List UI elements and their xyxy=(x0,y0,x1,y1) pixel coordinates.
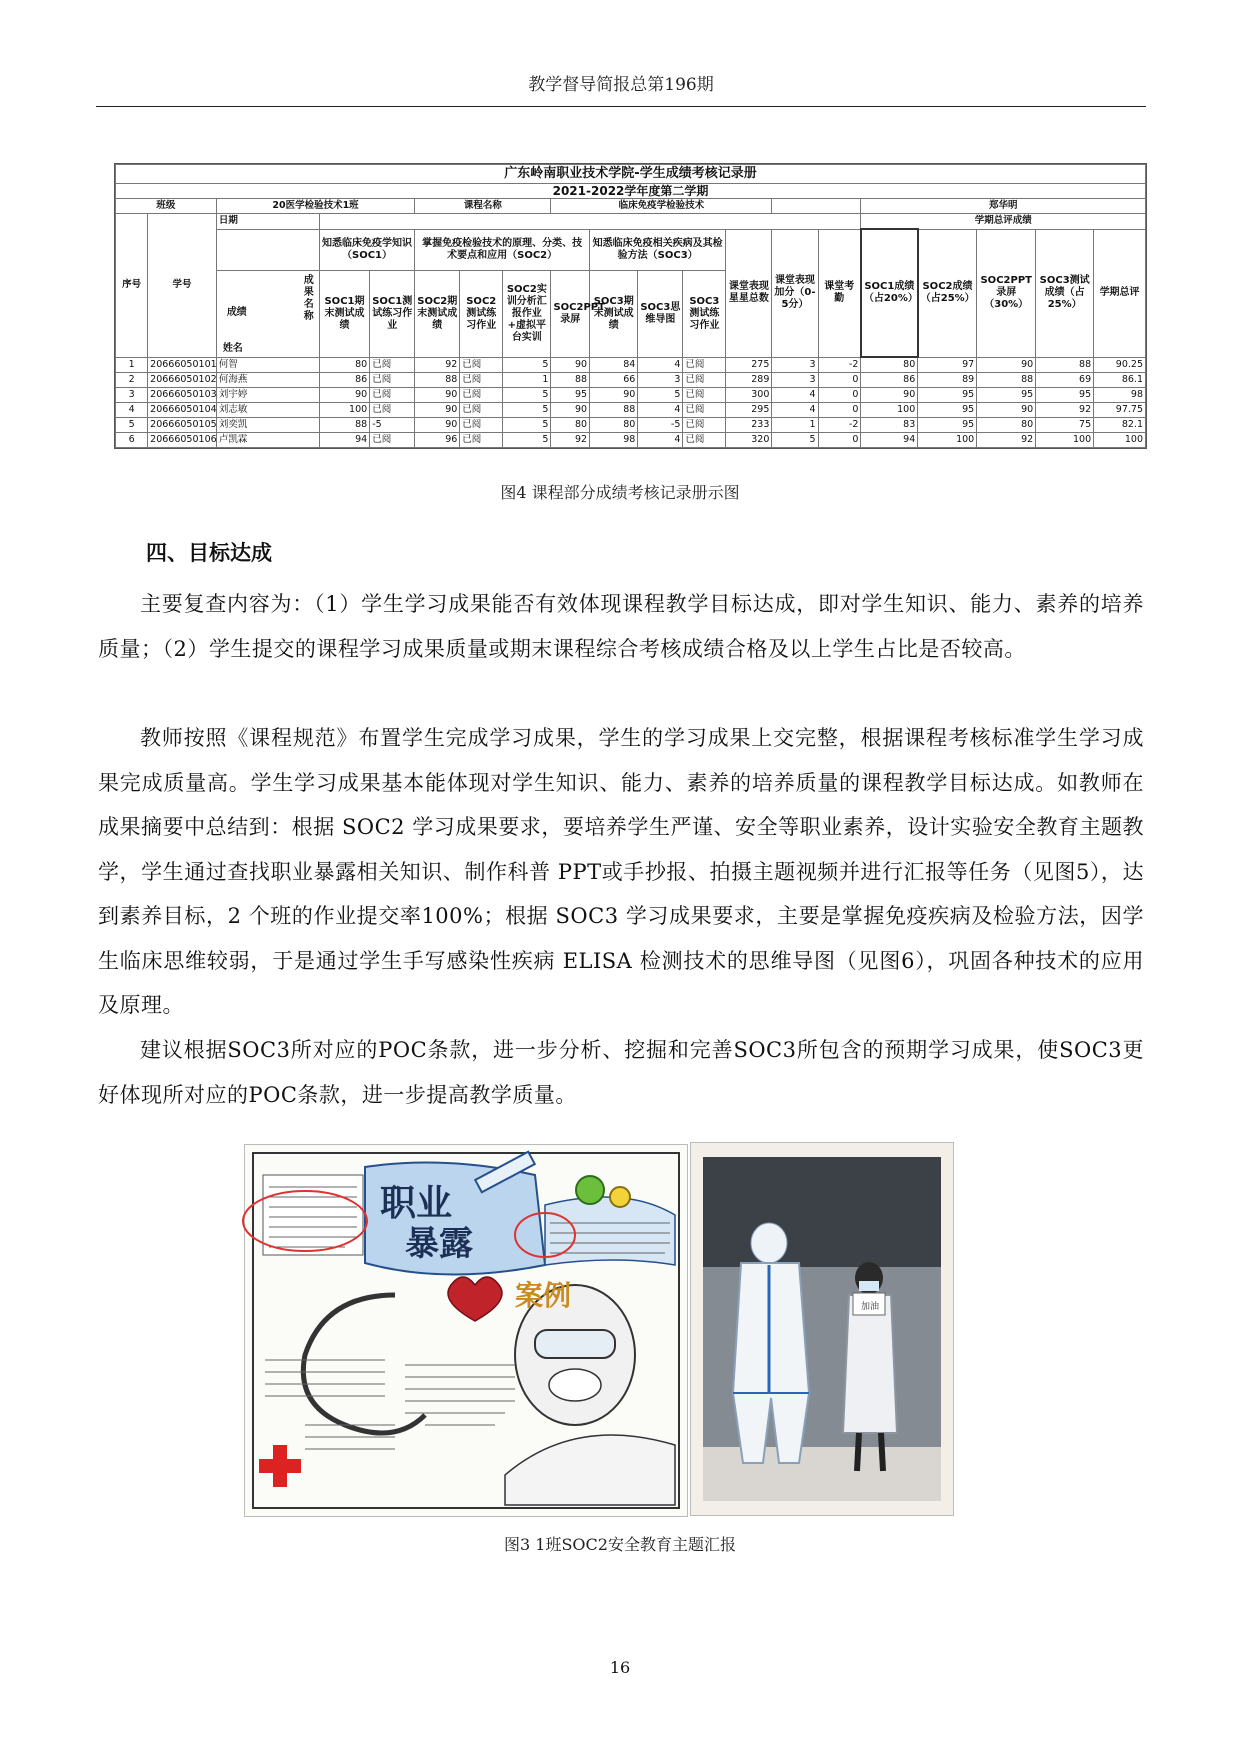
sheet-term: 2021-2022学年度第二学期 xyxy=(116,184,1146,199)
table-cell: 何智 xyxy=(216,357,319,373)
table-cell: 95 xyxy=(1036,388,1094,403)
table-cell: 80 xyxy=(551,418,590,433)
table-cell: 5 xyxy=(503,403,551,418)
table-cell: 5 xyxy=(503,418,551,433)
grade-record-sheet xyxy=(114,163,1147,449)
table-cell: 已阅 xyxy=(683,403,726,418)
table-cell: 90 xyxy=(590,388,638,403)
table-cell: -2 xyxy=(818,357,861,373)
group-soc3: 知悉临床免疫相关疾病及其检验方法（SOC3） xyxy=(590,229,726,270)
class-bonus-header: 课堂表现加分（0-5分） xyxy=(772,229,818,357)
class-perf-header: 课堂表现星星总数 xyxy=(726,229,772,357)
table-cell: 5 xyxy=(116,418,148,433)
table-cell: 95 xyxy=(977,388,1036,403)
table-cell: 5 xyxy=(503,357,551,373)
col-soc2-exam: SOC2期末测试成绩 xyxy=(415,270,460,357)
table-cell: 289 xyxy=(726,373,772,388)
table-cell: 88 xyxy=(415,373,460,388)
eval-soc1-header: SOC1成绩（占20%） xyxy=(861,229,918,357)
table-cell: 已阅 xyxy=(370,357,415,373)
table-cell: 88 xyxy=(1036,357,1094,373)
table-cell: 0 xyxy=(818,433,861,448)
table-cell: 已阅 xyxy=(370,388,415,403)
table-cell: 5 xyxy=(772,433,818,448)
col-soc2-practice: SOC2测试练习作业 xyxy=(460,270,503,357)
table-row xyxy=(116,433,1146,448)
col-soc3-exam: SOC3期末测试成绩 xyxy=(590,270,638,357)
table-cell: 97 xyxy=(918,357,977,373)
table-cell: 95 xyxy=(551,388,590,403)
table-cell: 80 xyxy=(319,357,369,373)
table-cell: 4 xyxy=(772,388,818,403)
table-cell: 1 xyxy=(503,373,551,388)
table-cell: 5 xyxy=(503,388,551,403)
table-cell: 95 xyxy=(918,418,977,433)
col-soc3-mindmap: SOC3思维导图 xyxy=(638,270,683,357)
table-cell: 90 xyxy=(415,388,460,403)
table-cell: 90 xyxy=(415,418,460,433)
group-soc2: 掌握免疫检验技术的原理、分类、技术要点和应用（SOC2） xyxy=(415,229,590,270)
table-cell: 86 xyxy=(861,373,918,388)
table-cell: 已阅 xyxy=(460,433,503,448)
table-cell: 89 xyxy=(918,373,977,388)
table-cell: 95 xyxy=(918,403,977,418)
table-cell: 82.1 xyxy=(1094,418,1146,433)
class-label: 班级 xyxy=(116,199,217,214)
table-cell: 4 xyxy=(116,403,148,418)
table-cell: 2 xyxy=(116,373,148,388)
table-cell: 97.75 xyxy=(1094,403,1146,418)
sheet-title: 广东岭南职业技术学院-学生成绩考核记录册 xyxy=(116,165,1146,184)
table-cell: -5 xyxy=(370,418,415,433)
table-cell: 92 xyxy=(415,357,460,373)
eval-soc2-header: SOC2成绩（占25%） xyxy=(918,229,977,357)
page-number: 16 xyxy=(609,1658,631,1677)
table-cell: 6 xyxy=(116,433,148,448)
table-cell: 98 xyxy=(590,433,638,448)
table-cell: 94 xyxy=(861,433,918,448)
table-cell: 83 xyxy=(861,418,918,433)
table-cell: 已阅 xyxy=(683,388,726,403)
eval-soc3-header: SOC3测试成绩（占25%） xyxy=(1036,229,1094,357)
eval-ppt-header: SOC2PPT录屏（30%） xyxy=(977,229,1036,357)
teacher-name: 郑华明 xyxy=(861,199,1146,214)
table-cell: 92 xyxy=(977,433,1036,448)
table-cell: 90 xyxy=(977,357,1036,373)
table-cell: 0 xyxy=(818,403,861,418)
table-cell: 300 xyxy=(726,388,772,403)
table-cell: 80 xyxy=(861,357,918,373)
date-label: 日期 xyxy=(216,214,319,230)
col-soc1-exam: SOC1期末测试成绩 xyxy=(319,270,369,357)
presentation-photo xyxy=(690,1142,954,1516)
table-cell: 已阅 xyxy=(460,403,503,418)
paragraph-2: 教师按照《课程规范》布置学生完成学习成果，学生的学习成果上交完整，根据课程考核标准学生学习成果完成质量高。学生学习成果基本能体现对学生知识、能力、素养的培养质量的课程教学目标达成。如教师在成果摘要中总结到：根据 SOC2 学习成果要求，要培养学生严谨、安全等职业素养，设计实验安全教育主题教学，学生通过查找职业暴露相关知识、制作科普 PPT或手抄报、拍摄主题视频并进行汇报等任务（见图5），达到素养目标，2 个班的作业提交率100%；根据 SOC3 学习成果要求，主要是掌握免疫疾病及检验方法，因学生临床思维较弱，于是通过学生手写感染性疾病 ELISA 检测技术的思维导图（见图6），巩固各种技术的应用及原理。 xyxy=(98,726,1144,1017)
eval-total-header: 学期总评 xyxy=(1094,229,1146,357)
table-cell: 0 xyxy=(818,373,861,388)
table-cell: 96 xyxy=(415,433,460,448)
table-cell: 295 xyxy=(726,403,772,418)
section-title: 四、目标达成 xyxy=(146,541,272,565)
attendance-header: 课堂考勤 xyxy=(818,229,861,357)
table-cell: 90 xyxy=(551,357,590,373)
table-row xyxy=(116,373,1146,388)
table-cell: 3 xyxy=(638,373,683,388)
table-cell: 已阅 xyxy=(683,433,726,448)
table-cell: 90 xyxy=(319,388,369,403)
table-cell: 卢凯霖 xyxy=(216,433,319,448)
table-cell: 20666050104 xyxy=(148,403,217,418)
seq-header: 序号 xyxy=(116,214,148,358)
table-cell: 69 xyxy=(1036,373,1094,388)
table-cell: 已阅 xyxy=(460,373,503,388)
corner-result-label: 成果名称 xyxy=(303,274,314,322)
table-cell: 88 xyxy=(319,418,369,433)
id-header: 学号 xyxy=(148,214,217,358)
table-cell: 4 xyxy=(772,403,818,418)
table-cell: 84 xyxy=(590,357,638,373)
table-cell: 92 xyxy=(551,433,590,448)
table-cell: 98 xyxy=(1094,388,1146,403)
table-cell: 4 xyxy=(638,357,683,373)
table-cell: 90 xyxy=(977,403,1036,418)
table-cell: 86.1 xyxy=(1094,373,1146,388)
table-cell: 已阅 xyxy=(370,373,415,388)
table-cell: 100 xyxy=(319,403,369,418)
table-cell: 已阅 xyxy=(460,357,503,373)
col-soc3-practice: SOC3测试练习作业 xyxy=(683,270,726,357)
group-soc1: 知悉临床免疫学知识（SOC1） xyxy=(319,229,414,270)
col-soc2-training: SOC2实训分析汇报作业+虚拟平台实训 xyxy=(503,270,551,357)
table-cell: 88 xyxy=(551,373,590,388)
table-row xyxy=(116,357,1146,373)
table-cell: 5 xyxy=(503,433,551,448)
table-cell: 233 xyxy=(726,418,772,433)
page-header: 教学督导简报总第196期 xyxy=(528,75,714,95)
corner-score-label: 成绩 xyxy=(226,306,247,318)
table-cell: 20666050106 xyxy=(148,433,217,448)
poster-title-line2: 暴露 xyxy=(405,1224,473,1264)
col-soc2-ppt: SOC2PPT录屏 xyxy=(551,270,590,357)
table-cell: 90 xyxy=(415,403,460,418)
photo-sign-text: 加油 xyxy=(861,1302,880,1312)
table-cell: 80 xyxy=(590,418,638,433)
table-cell: 100 xyxy=(918,433,977,448)
safety-poster-image xyxy=(244,1144,688,1517)
table-cell: 92 xyxy=(1036,403,1094,418)
table-cell: 95 xyxy=(918,388,977,403)
table-cell: 20666050105 xyxy=(148,418,217,433)
table-cell: 100 xyxy=(1094,433,1146,448)
table-cell: -2 xyxy=(818,418,861,433)
course-value: 临床免疫学检验技术 xyxy=(551,199,772,214)
table-row xyxy=(116,403,1146,418)
table-cell: 4 xyxy=(638,403,683,418)
table-cell: 1 xyxy=(116,357,148,373)
table-cell: 90 xyxy=(551,403,590,418)
table-row xyxy=(116,388,1146,403)
corner-cell xyxy=(216,270,319,357)
table-cell: 3 xyxy=(116,388,148,403)
table-cell: 80 xyxy=(977,418,1036,433)
table-cell: 20666050101 xyxy=(148,357,217,373)
course-label: 课程名称 xyxy=(415,199,551,214)
poster-side-text: 案例 xyxy=(515,1279,572,1312)
table-cell: 已阅 xyxy=(370,433,415,448)
table-cell: 3 xyxy=(772,357,818,373)
table-cell: 88 xyxy=(590,403,638,418)
table-cell: 20666050103 xyxy=(148,388,217,403)
table-cell: 刘志敏 xyxy=(216,403,319,418)
table-cell: 何海燕 xyxy=(216,373,319,388)
table-cell: 已阅 xyxy=(683,418,726,433)
table-cell: 已阅 xyxy=(460,388,503,403)
header-rule xyxy=(96,106,1146,107)
table-cell: 75 xyxy=(1036,418,1094,433)
table-cell: 已阅 xyxy=(683,357,726,373)
table-cell: 1 xyxy=(772,418,818,433)
table-cell: 66 xyxy=(590,373,638,388)
table-cell: 88 xyxy=(977,373,1036,388)
table-row xyxy=(116,418,1146,433)
table-cell: 86 xyxy=(319,373,369,388)
table-cell: 20666050102 xyxy=(148,373,217,388)
paragraph-1: 主要复查内容为：（1）学生学习成果能否有效体现课程教学目标达成，即对学生知识、能力、素养的培养质量；（2）学生提交的课程学习成果质量或期末课程综合考核成绩合格及以上学生占比是否较高。 xyxy=(98,592,1144,661)
table-cell: 100 xyxy=(1036,433,1094,448)
corner-name-label: 姓名 xyxy=(222,342,243,354)
table-cell: -5 xyxy=(638,418,683,433)
table-cell: 刘宇婷 xyxy=(216,388,319,403)
class-value: 20医学检验技术1班 xyxy=(216,199,414,214)
table-cell: 0 xyxy=(818,388,861,403)
table-cell: 已阅 xyxy=(683,373,726,388)
table-cell: 3 xyxy=(772,373,818,388)
table-cell: 275 xyxy=(726,357,772,373)
table-cell: 已阅 xyxy=(460,418,503,433)
figure-4-caption: 图4 课程部分成绩考核记录册示图 xyxy=(500,483,740,502)
col-soc1-practice: SOC1测试练习作业 xyxy=(370,270,415,357)
table-cell: 320 xyxy=(726,433,772,448)
table-cell: 已阅 xyxy=(370,403,415,418)
semester-eval-header: 学期总评成绩 xyxy=(861,214,1146,230)
table-cell: 90.25 xyxy=(1094,357,1146,373)
table-cell: 5 xyxy=(638,388,683,403)
figure-3-caption: 图3 1班SOC2安全教育主题汇报 xyxy=(504,1535,736,1554)
poster-title-line1: 职业 xyxy=(380,1183,453,1224)
table-cell: 刘奕凯 xyxy=(216,418,319,433)
table-cell: 4 xyxy=(638,433,683,448)
table-cell: 94 xyxy=(319,433,369,448)
paragraph-3: 建议根据SOC3所对应的POC条款，进一步分析、挖掘和完善SOC3所包含的预期学习成果，使SOC3更好体现所对应的POC条款，进一步提高教学质量。 xyxy=(98,1038,1144,1107)
table-cell: 100 xyxy=(861,403,918,418)
table-cell: 90 xyxy=(861,388,918,403)
